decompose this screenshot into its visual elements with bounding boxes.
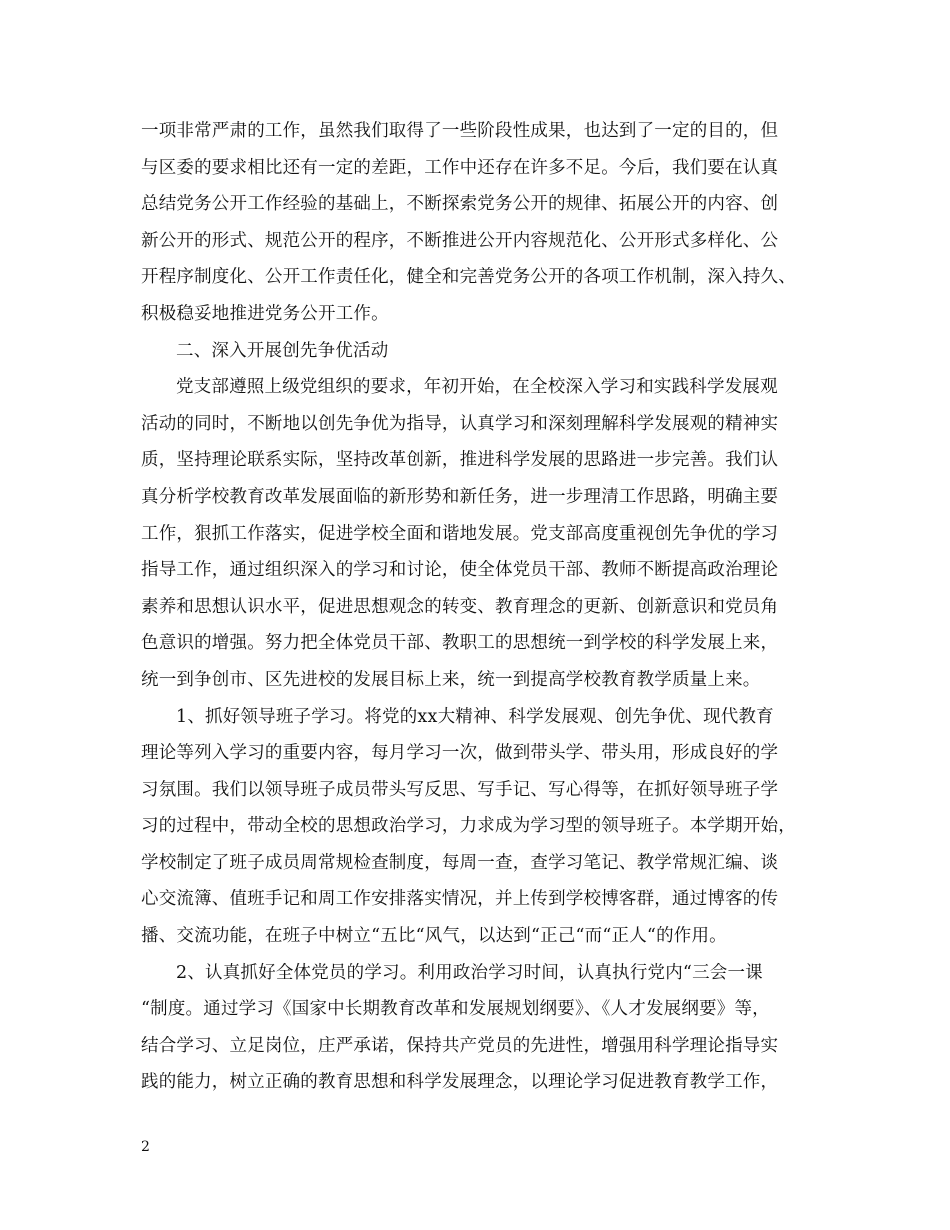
paragraph-line: 统一到争创市、区先进校的发展目标上来，统一到提高学校教育教学质量上来。: [141, 669, 761, 690]
paragraph-line: 色意识的增强。努力把全体党员干部、教职工的思想统一到学校的科学发展上来，: [141, 633, 779, 654]
paragraph-line: 习氛围。我们以领导班子成员带头写反思、写手记、写心得等，在抓好领导班子学: [141, 779, 779, 800]
paragraph-line: 结合学习、立足岗位，庄严承诺，保持共产党员的先进性，增强用科学理论指导实: [141, 1035, 779, 1056]
paragraph-line: “制度。通过学习《国家中长期教育改革和发展规划纲要》、《人才发展纲要》等，: [141, 999, 770, 1020]
paragraph-line: 习的过程中，带动全校的思想政治学习，力求成为学习型的领导班子。本学期开始，: [141, 816, 796, 837]
paragraph-line: 理论等列入学习的重要内容，每月学习一次，做到带头学、带头用，形成良好的学: [141, 743, 779, 764]
paragraph-line: 1、抓好领导班子学习。将党的xx大精神、科学发展观、创先争优、现代教育: [176, 706, 774, 727]
section-heading: 二、深入开展创先争优活动: [176, 340, 389, 361]
paragraph-line: 积极稳妥地推进党务公开工作。: [141, 303, 389, 324]
paragraph-line: 活动的同时，不断地以创先争优为指导，认真学习和深刻理解科学发展观的精神实: [141, 413, 779, 434]
paragraph-line: 真分析学校教育改革发展面临的新形势和新任务，进一步理清工作思路，明确主要: [141, 486, 779, 507]
paragraph-line: 2、认真抓好全体党员的学习。利用政治学习时间，认真执行党内“三会一课: [176, 962, 763, 983]
paragraph-line: 践的能力，树立正确的教育思想和科学发展理念，以理论学习促进教育教学工作，: [141, 1072, 779, 1093]
paragraph-line: 开程序制度化、公开工作责任化，健全和完善党务公开的各项工作机制，深入持久、: [141, 267, 796, 288]
paragraph-line: 工作，狠抓工作落实，促进学校全面和谐地发展。党支部高度重视创先争优的学习: [141, 523, 779, 544]
paragraph-line: 指导工作，通过组织深入的学习和讨论，使全体党员干部、教师不断提高政治理论: [141, 560, 779, 581]
paragraph-line: 心交流簿、值班手记和周工作安排落实情况，并上传到学校博客群，通过博客的传: [141, 889, 779, 910]
paragraph-line: 与区委的要求相比还有一定的差距，工作中还存在许多不足。今后，我们要在认真: [141, 157, 779, 178]
body-text: [141, 113, 821, 1101]
paragraph-line: 党支部遵照上级党组织的要求，年初开始，在全校深入学习和实践科学发展观: [176, 377, 778, 398]
paragraph-line: 学校制定了班子成员周常规检查制度，每周一查，查学习笔记、教学常规汇编、谈: [141, 852, 779, 873]
paragraph-line: 总结党务公开工作经验的基础上，不断探索党务公开的规律、拓展公开的内容、创: [141, 194, 779, 215]
paragraph-line: 播、交流功能，在班子中树立“五比“风气，以达到“正己“而“正人“的作用。: [141, 926, 727, 947]
paragraph-line: 一项非常严肃的工作，虽然我们取得了一些阶段性成果，也达到了一定的目的，但: [141, 121, 779, 141]
paragraph-line: 新公开的形式、规范公开的程序，不断推进公开内容规范化、公开形式多样化、公: [141, 230, 779, 251]
page-number: 2: [141, 1139, 150, 1155]
paragraph-line: 素养和思想认识水平，促进思想观念的转变、教育理念的更新、创新意识和党员角: [141, 596, 779, 617]
paragraph-line: 质，坚持理论联系实际，坚持改革创新，推进科学发展的思路进一步完善。我们认: [141, 450, 779, 471]
